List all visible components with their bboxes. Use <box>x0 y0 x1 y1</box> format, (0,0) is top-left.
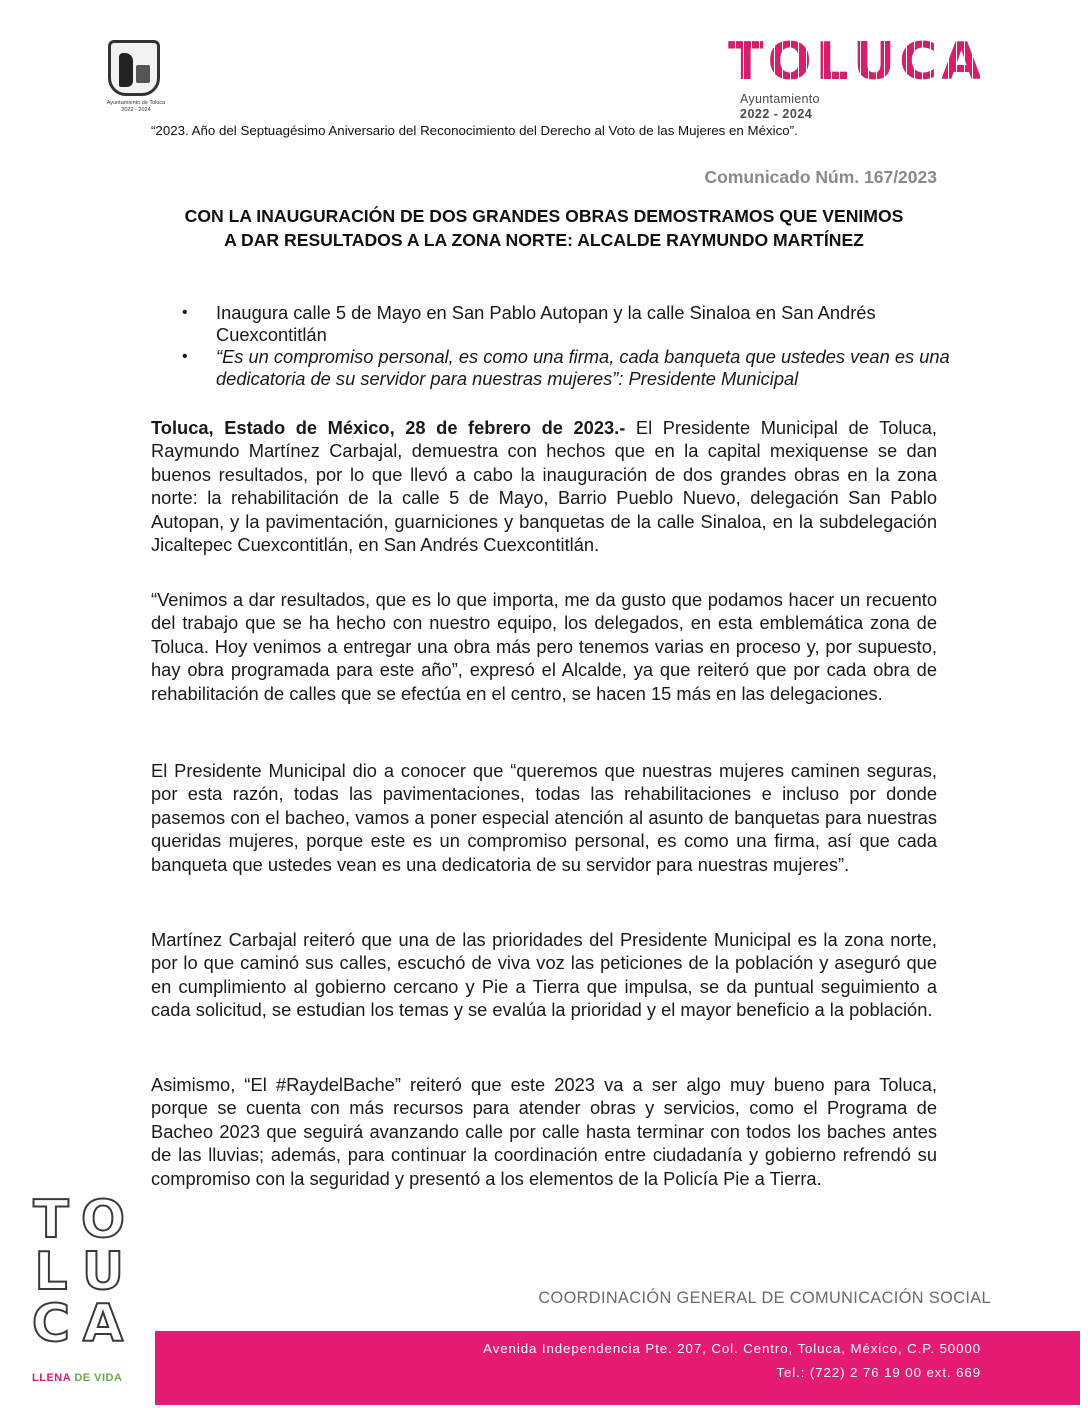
crest-caption <box>88 100 184 114</box>
wordmark-letter: C <box>899 32 940 92</box>
wordmark-letter: T <box>728 32 766 92</box>
footer-phone: Tel.: (722) 2 76 19 00 ext. 669 <box>776 1365 981 1380</box>
logo-letter: C <box>31 1294 71 1354</box>
logo-tagline <box>32 1372 122 1384</box>
footer-contact-band <box>155 1331 1080 1405</box>
crest-caption-line1: Ayuntamiento de Toluca <box>106 100 166 106</box>
body-paragraph-3: El Presidente Municipal dio a conocer que “queremos que nuestras mujeres caminen seguras, por esta razón, todas las pavimentaciones, todas las rehabilitaciones e incluso por donde pasemos con el bacheo, vamos a poner especial atención al asunto de banquetas para nuestras queridas mujeres, porque este es un compromiso personal, es como una firma, así que cada banqueta que ustedes vean es una dedicatoria de su servidor para nuestras mujeres”. <box>151 760 937 875</box>
release-number: Comunicado Núm. 167/2023 <box>704 167 937 187</box>
toluca-wordmark <box>728 32 988 92</box>
wordmark-letter: A <box>941 32 984 92</box>
dateline: Toluca, Estado de México, 28 de febrero de 2023.- <box>151 417 626 438</box>
body-paragraph-5: Asimismo, “El #RaydelBache” reiteró que este 2023 va a ser algo muy bueno para Toluca, porque se cuenta con más recursos para atender obras y servicios, como el Programa de Bacheo 2023 que seguirá avanzando calle por calle hasta terminar con todos los baches antes de las lluvias; además, para continuar la coordinación entre ciudadanía y gobierno refrendó su compromiso con la seguridad y presentó a los elementos de la Policía Pie a Tierra. <box>151 1074 937 1189</box>
toluca-brand-logo <box>728 32 988 128</box>
department-name: COORDINACIÓN GENERAL DE COMUNICACIÓN SOCIAL <box>538 1289 991 1307</box>
tagline-part2: DE VIDA <box>70 1372 123 1384</box>
body-paragraph-2: “Venimos a dar resultados, que es lo que importa, me da gusto que podamos hacer un recuento del trabajo que se ha hecho con nuestro equipo, los delegados, en esta emblemática zona de Toluca. Hoy venimos a entregar una obra más pero tenemos varias en proceso y, por supuesto, hay obra programada para este año”, expresó el Alcalde, ya que reiteró que por cada obra de rehabilitación de calles que se efectúa en el centro, se hacen 15 más en las delegaciones. <box>151 589 937 704</box>
crest-figure-icon <box>119 53 133 87</box>
brand-subtitle: Ayuntamiento <box>740 92 820 106</box>
bullet-text: “Es un compromiso personal, es como una firma, cada banqueta que ustedes vean es una dedicatoria de su servidor para nuestras mujeres”: Presidente Municipal <box>216 346 950 389</box>
municipal-crest-logo <box>88 38 184 118</box>
logo-letter: L <box>34 1242 68 1302</box>
bullet-icon: • <box>182 348 188 365</box>
body-paragraph-1 <box>151 416 937 556</box>
wordmark-letter: U <box>852 32 898 92</box>
body-paragraph-4: Martínez Carbajal reiteró que una de las prioridades del Presidente Municipal es la zona norte, por lo que caminó sus calles, escuchó de viva voz las peticiones de la población y aseguró que en cumplimiento al gobierno cercano y Pie a Tierra que impulsa, se da puntual seguimiento a cada solicitud, se estudian los temas y se evalúa la prioridad y el mayor beneficio a la población. <box>151 929 937 1021</box>
bullet-item <box>170 302 950 346</box>
summary-bullets <box>170 302 950 390</box>
bullet-item <box>170 346 950 390</box>
headline: CON LA INAUGURACIÓN DE DOS GRANDES OBRAS DEMOSTRAMOS QUE VENIMOS A DAR RESULTADOS A LA ZONA NORTE: ALCALDE RAYMUNDO MARTÍNEZ <box>184 206 904 250</box>
crest-emblem-icon <box>136 65 150 83</box>
logo-row <box>26 1294 136 1354</box>
logo-letter: U <box>81 1242 125 1302</box>
logo-letter: O <box>80 1190 126 1250</box>
footer-address: Avenida Independencia Pte. 207, Col. Centro, Toluca, México, C.P. 50000 <box>483 1341 981 1356</box>
bullet-text: Inaugura calle 5 de Mayo en San Pablo Autopan y la calle Sinaloa en San Andrés Cuexcontitlán <box>216 302 876 345</box>
wordmark-letter: O <box>767 32 814 92</box>
bullet-icon: • <box>182 304 188 321</box>
tagline-part1: LLENA <box>32 1372 71 1384</box>
wordmark-letter: L <box>815 32 851 92</box>
crest-caption-line2: 2022 - 2024 <box>121 107 151 113</box>
toluca-llena-de-vida-logo <box>26 1190 136 1394</box>
paragraph-text: El Presidente Municipal de Toluca, Raymundo Martínez Carbajal, demuestra con hechos que en la capital mexiquense se dan buenos resultados, por lo que llevó a cabo la inauguración de dos grandes obras en la zona norte: la rehabilitación de la calle 5 de Mayo, Barrio Pueblo Nuevo, delegación San Pablo Autopan, y la pavimentación, guarniciones y banquetas de la calle Sinaloa, en la subdelegación Jicaltepec Cuexcontitlán, en San Andrés Cuexcontitlán. <box>151 417 937 556</box>
logo-letter: T <box>33 1190 69 1250</box>
year-motto: “2023. Año del Septuagésimo Aniversario del Reconocimiento del Derecho al Voto de las Mujeres en México”. <box>151 123 798 138</box>
logo-row <box>26 1190 136 1250</box>
logo-row <box>26 1242 136 1302</box>
crest-shield-icon <box>108 40 160 96</box>
logo-letter: A <box>82 1294 124 1354</box>
brand-years: 2022 - 2024 <box>740 107 813 121</box>
